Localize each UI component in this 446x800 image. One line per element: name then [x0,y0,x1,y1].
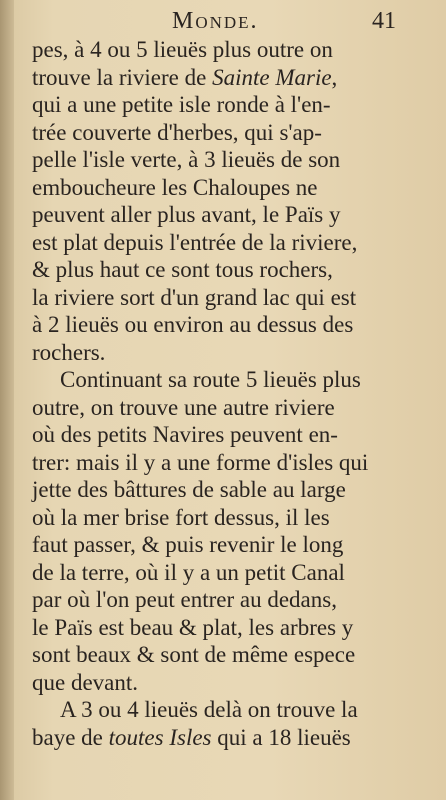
running-title: Monde. [172,8,259,34]
text-line: trée couverte d'herbes, qui s'ap- [32,119,322,145]
text-line: A 3 ou 4 lieuës delà on trouve la [60,697,358,722]
page-number: 41 [372,8,396,34]
text-line: où la mer brise fort dessus, il les [32,504,330,530]
text-line: que devant. [32,669,139,695]
text-line: faut passer, & puis revenir le long [32,532,344,557]
page-header [0,4,446,40]
text-line: trer: mais il y a une forme d'isles qui [32,449,369,475]
text-line: outre, on trouve une autre riviere [32,394,335,420]
text-line: par où l'on peut entrer au dedans, [32,587,337,612]
page-gutter [0,0,14,800]
text-line: & plus haut ce sont tous rochers, [32,257,333,282]
text-line [32,724,432,752]
text-line: sont beaux & sont de même espece [32,642,356,667]
text-line: peuvent aller plus avant, le Païs y [32,202,341,227]
text-line: de la terre, où il y a un petit Canal [32,559,345,585]
italic-name: toutes Isles [108,724,212,750]
text-line [32,64,432,92]
text-line: est plat depuis l'entrée de la riviere, [32,229,358,255]
italic-name: Sainte Marie [212,64,332,90]
text-segment: baye de [32,724,109,750]
text-line: pes, à 4 ou 5 lieuës plus outre on [32,37,333,62]
text-line: la riviere sort d'un grand lac qui est [32,284,357,310]
text-line: rochers. [32,339,106,365]
text-line: jette des bâttures de sable au large [32,477,346,502]
text-segment: qui a 18 lieuës [211,724,351,750]
text-line: Continuant sa route 5 lieuës plus [60,367,361,392]
text-segment: , [331,64,338,90]
text-segment: trouve la riviere de [32,64,213,90]
body-text [32,36,432,751]
text-line: où des petits Navires peuvent en- [32,422,338,447]
text-line: emboucheure les Chaloupes ne [32,174,318,200]
text-line: pelle l'isle verte, à 3 lieuës de son [32,147,341,172]
text-line: le Païs est beau & plat, les arbres y [32,614,354,640]
text-line: qui a une petite isle ronde à l'en- [32,92,331,117]
text-line: à 2 lieuës ou environ au dessus des [32,312,354,337]
